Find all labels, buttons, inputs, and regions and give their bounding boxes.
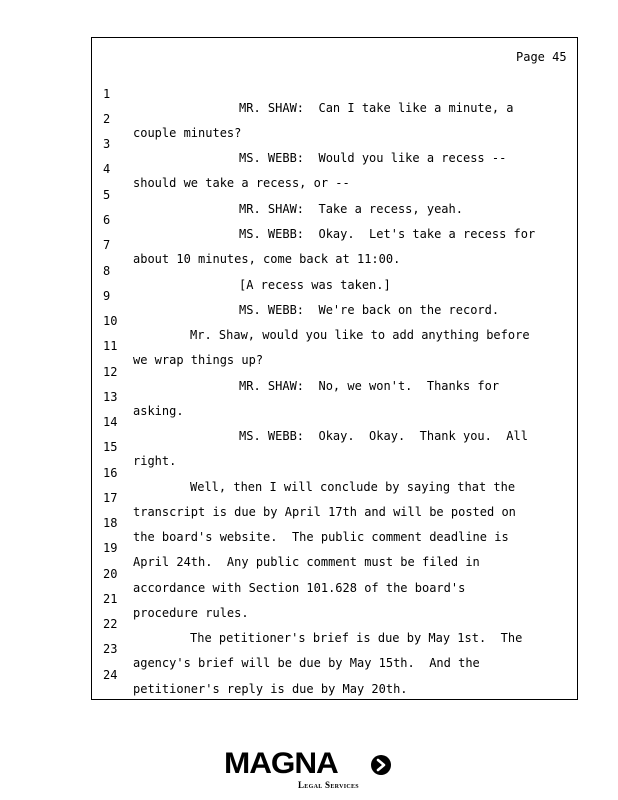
line-number: 1: [103, 87, 111, 101]
transcript-line: [0, 73, 514, 115]
line-number: 19: [103, 541, 118, 555]
transcript-line: [0, 98, 242, 140]
magna-logo: [224, 748, 394, 792]
line-number: 22: [103, 617, 118, 631]
line-text: The petitioner's brief is due by May 1st. The: [190, 631, 523, 645]
line-text: asking.: [133, 404, 184, 418]
chevron-right-circle-icon: [370, 754, 392, 776]
line-text: MR. SHAW: Can I take like a minute, a: [239, 101, 514, 115]
line-number: 13: [103, 390, 118, 404]
line-number: 7: [103, 238, 111, 252]
line-text: Mr. Shaw, would you like to add anything before: [190, 328, 530, 342]
transcript-line: [0, 325, 264, 367]
line-number: 9: [103, 289, 111, 303]
line-text: procedure rules.: [133, 606, 249, 620]
line-text: MS. WEBB: Okay. Let's take a recess for: [239, 227, 536, 241]
line-text: couple minutes?: [133, 126, 242, 140]
transcript-line: [0, 578, 249, 620]
line-number: 15: [103, 440, 118, 454]
line-text: April 24th. Any public comment must be filed in: [133, 555, 480, 569]
line-text: MR. SHAW: Take a recess, yeah.: [239, 202, 463, 216]
line-text: about 10 minutes, come back at 11:00.: [133, 252, 401, 266]
line-text: agency's brief will be due by May 15th. And the: [133, 656, 480, 670]
line-number: 2: [103, 112, 111, 126]
line-text: should we take a recess, or --: [133, 176, 350, 190]
line-text: the board's website. The public comment deadline is: [133, 530, 509, 544]
line-number: 10: [103, 314, 118, 328]
page-number: Page 45: [516, 50, 567, 64]
line-text: transcript is due by April 17th and will be posted on: [133, 505, 516, 519]
line-text: [A recess was taken.]: [239, 278, 391, 292]
line-text: accordance with Section 101.628 of the board's: [133, 581, 466, 595]
line-number: 5: [103, 188, 111, 202]
line-number: 8: [103, 264, 111, 278]
line-text: Well, then I will conclude by saying that the: [190, 480, 516, 494]
line-number: 3: [103, 137, 111, 151]
line-number: 17: [103, 491, 118, 505]
line-number: 18: [103, 516, 118, 530]
line-number: 6: [103, 213, 111, 227]
line-text: MR. SHAW: No, we won't. Thanks for: [239, 379, 500, 393]
transcript-line: [0, 148, 350, 190]
line-number: 23: [103, 642, 118, 656]
transcript-line: [0, 426, 177, 468]
line-number: 11: [103, 339, 118, 353]
line-text: MS. WEBB: Would you like a recess --: [239, 151, 507, 165]
line-number: 24: [103, 668, 118, 682]
transcript-line: [0, 376, 184, 418]
line-number: 21: [103, 592, 118, 606]
line-text: right.: [133, 454, 177, 468]
line-number: 14: [103, 415, 118, 429]
line-number: 16: [103, 466, 118, 480]
line-number: 4: [103, 162, 111, 176]
line-text: MS. WEBB: We're back on the record.: [239, 303, 500, 317]
line-text: we wrap things up?: [133, 353, 264, 367]
line-number: 20: [103, 567, 118, 581]
line-text: petitioner's reply is due by May 20th.: [133, 682, 408, 696]
line-number: 12: [103, 365, 118, 379]
logo-wordmark: MAGNA: [224, 747, 338, 780]
line-text: MS. WEBB: Okay. Okay. Thank you. All: [239, 429, 528, 443]
logo-subtitle: Legal Services: [298, 780, 359, 790]
